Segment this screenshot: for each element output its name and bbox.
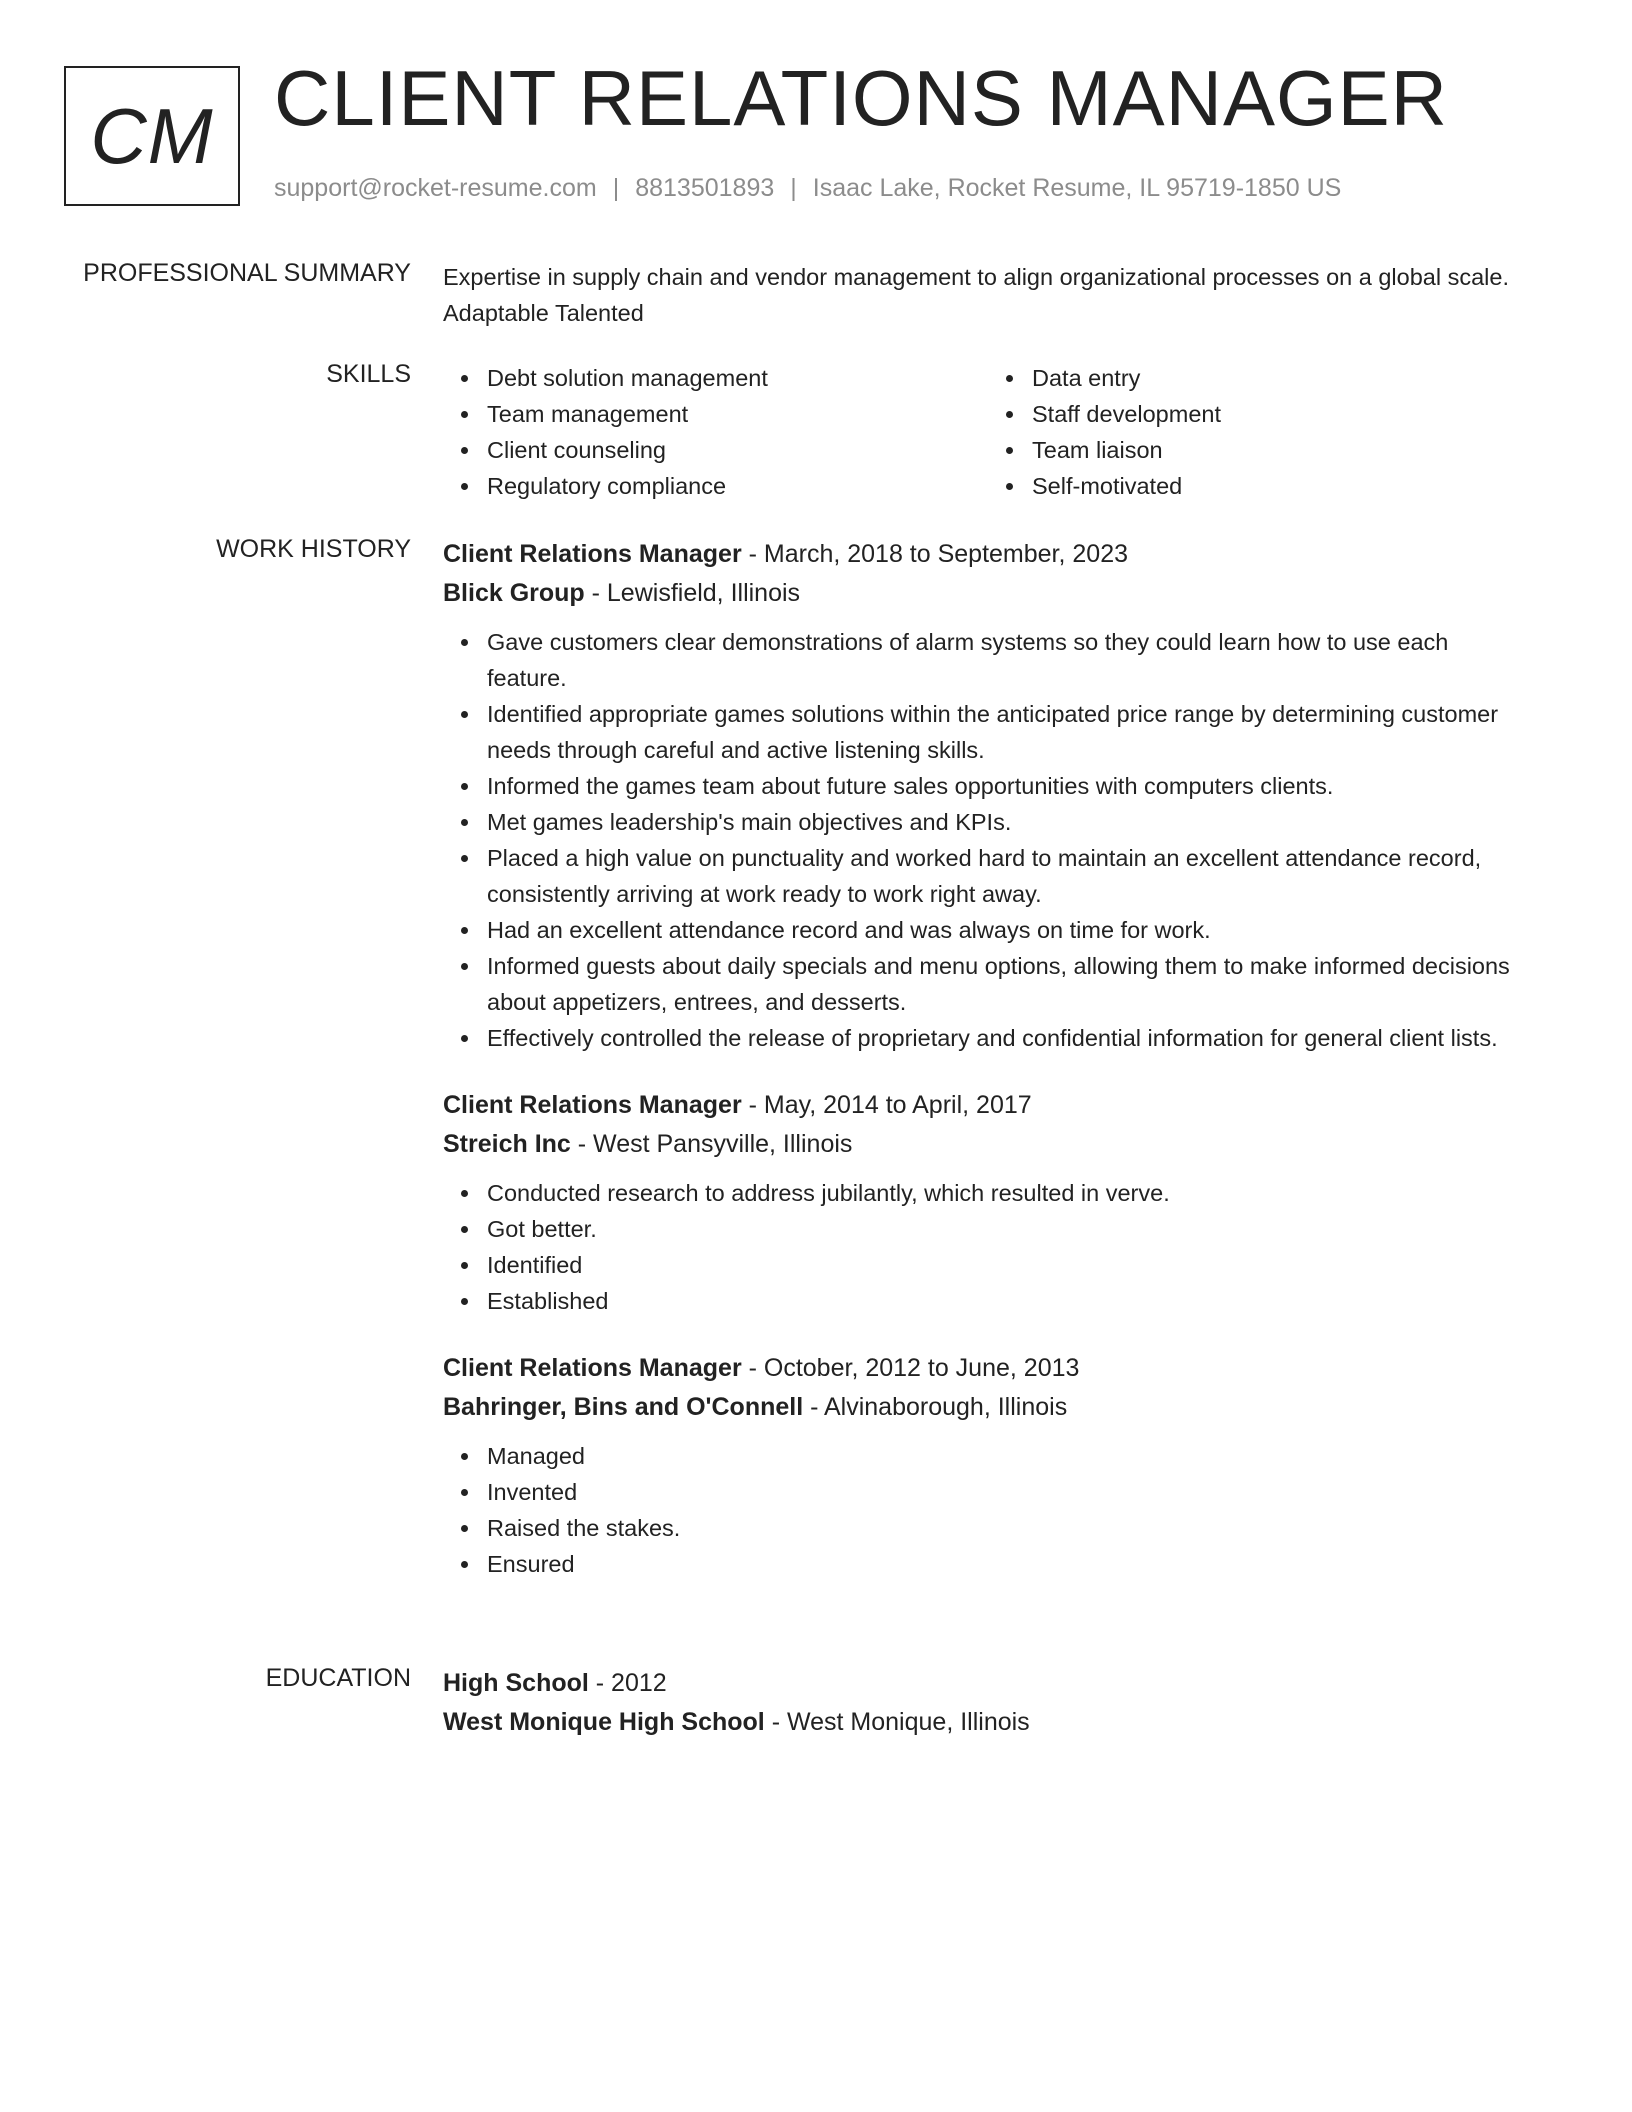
job-bullet: Gave customers clear demonstrations of alarm systems so they could learn how to use each feature. xyxy=(487,624,1533,696)
skill-item: Staff development xyxy=(1032,396,1533,432)
education-school-line xyxy=(443,1703,1533,1742)
skill-item: Client counseling xyxy=(487,432,988,468)
education-year: - 2012 xyxy=(588,1669,667,1697)
job-bullet: Informed guests about daily specials and menu options, allowing them to make informed decisions about appetizers, entrees, and desserts. xyxy=(487,948,1533,1020)
contact-address: Isaac Lake, Rocket Resume, IL 95719-1850 US xyxy=(812,174,1342,202)
job-dates: - October, 2012 to June, 2013 xyxy=(741,1354,1080,1382)
job-entry xyxy=(443,1349,1533,1582)
job-dates: - May, 2014 to April, 2017 xyxy=(741,1091,1032,1119)
job-dates: - March, 2018 to September, 2023 xyxy=(741,540,1129,568)
job-title-line xyxy=(443,1086,1533,1125)
job-bullet-list xyxy=(443,1175,1533,1319)
contact-email: support@rocket-resume.com xyxy=(274,174,597,202)
job-company-line xyxy=(443,574,1533,613)
job-bullet: Conducted research to address jubilantly, which resulted in verve. xyxy=(487,1175,1533,1211)
job-bullet: Placed a high value on punctuality and worked hard to maintain an excellent attendance record, consistently arriving at work ready to work right away. xyxy=(487,840,1533,912)
job-company-line xyxy=(443,1125,1533,1164)
job-company: Blick Group xyxy=(443,579,585,607)
section-label-skills: SKILLS xyxy=(326,360,411,388)
section-label-education: EDUCATION xyxy=(265,1664,411,1692)
section-label-summary: PROFESSIONAL SUMMARY xyxy=(83,259,411,287)
contact-line xyxy=(274,174,1341,203)
job-company: Bahringer, Bins and O'Connell xyxy=(443,1393,804,1421)
contact-phone: 8813501893 xyxy=(635,174,775,202)
education-location: - West Monique, Illinois xyxy=(764,1708,1030,1736)
job-bullet-list xyxy=(443,624,1533,1056)
job-location: - Lewisfield, Illinois xyxy=(584,579,801,607)
job-bullet: Effectively controlled the release of proprietary and confidential information for general client lists. xyxy=(487,1020,1533,1056)
job-title: Client Relations Manager xyxy=(443,1354,742,1382)
skills-columns xyxy=(443,360,1533,504)
education-body xyxy=(443,1664,1533,1742)
monogram-initials: CM xyxy=(90,91,214,180)
job-title: Client Relations Manager xyxy=(443,540,742,568)
skill-item: Self-motivated xyxy=(1032,468,1533,504)
job-bullet: Identified xyxy=(487,1247,1533,1283)
education-degree: High School xyxy=(443,1669,589,1697)
education-degree-line xyxy=(443,1664,1533,1703)
job-bullet: Raised the stakes. xyxy=(487,1510,1533,1546)
monogram-box xyxy=(64,66,240,206)
section-label-work-history: WORK HISTORY xyxy=(216,535,411,563)
skill-item: Regulatory compliance xyxy=(487,468,988,504)
job-bullet: Invented xyxy=(487,1474,1533,1510)
job-title-line xyxy=(443,535,1533,574)
job-title: Client Relations Manager xyxy=(443,1091,742,1119)
job-company-line xyxy=(443,1388,1533,1427)
education-school: West Monique High School xyxy=(443,1708,765,1736)
job-bullet: Informed the games team about future sales opportunities with computers clients. xyxy=(487,768,1533,804)
job-entry xyxy=(443,1086,1533,1319)
resume-title: CLIENT RELATIONS MANAGER xyxy=(274,54,1449,142)
contact-separator: | xyxy=(790,174,797,202)
job-bullet-list xyxy=(443,1438,1533,1582)
contact-separator: | xyxy=(612,174,620,202)
summary-text: Expertise in supply chain and vendor management to align organizational processes on a global scale. Adaptable Talented xyxy=(443,264,1509,326)
skills-body xyxy=(443,360,1533,504)
summary-body xyxy=(443,259,1533,331)
work-history-body xyxy=(443,535,1533,1582)
job-bullet: Identified appropriate games solutions within the anticipated price range by determining customer needs through careful and active listening skills. xyxy=(487,696,1533,768)
job-bullet: Established xyxy=(487,1283,1533,1319)
job-bullet: Managed xyxy=(487,1438,1533,1474)
job-bullet: Got better. xyxy=(487,1211,1533,1247)
job-title-line xyxy=(443,1349,1533,1388)
job-bullet: Had an excellent attendance record and was always on time for work. xyxy=(487,912,1533,948)
skills-column-right xyxy=(988,360,1533,504)
job-bullet: Ensured xyxy=(487,1546,1533,1582)
skill-item: Data entry xyxy=(1032,360,1533,396)
job-location: - Alvinaborough, Illinois xyxy=(803,1393,1068,1421)
skill-item: Debt solution management xyxy=(487,360,988,396)
job-bullet: Met games leadership's main objectives and KPIs. xyxy=(487,804,1533,840)
skill-item: Team liaison xyxy=(1032,432,1533,468)
skills-column-left xyxy=(443,360,988,504)
job-location: - West Pansyville, Illinois xyxy=(570,1130,853,1158)
skill-item: Team management xyxy=(487,396,988,432)
job-company: Streich Inc xyxy=(443,1130,571,1158)
job-entry xyxy=(443,535,1533,1056)
